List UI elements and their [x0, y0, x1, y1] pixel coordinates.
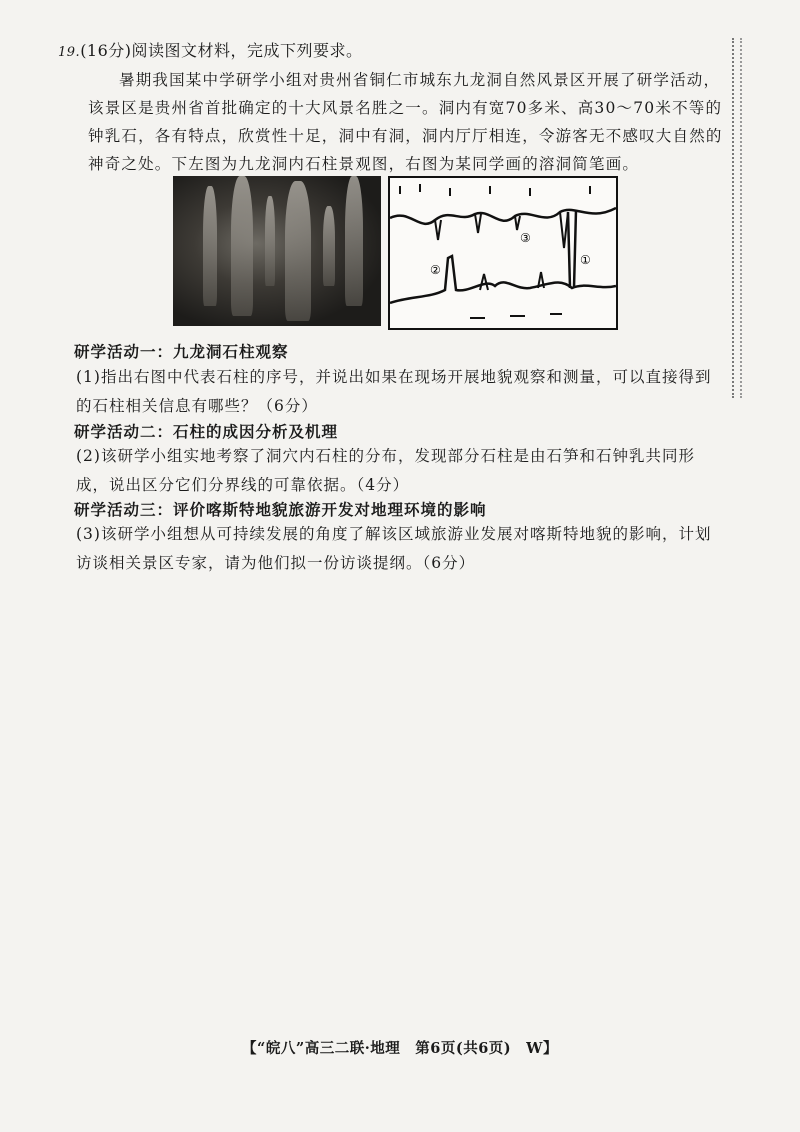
question-header-text: (16分)阅读图文材料，完成下列要求。 — [80, 41, 363, 60]
page-footer: 【“皖八”高三二联·地理 第6页(共6页) W】 — [242, 1040, 558, 1057]
activity-1-heading: 研学活动一：九龙洞石柱观察 — [74, 342, 289, 361]
question-number: 19. — [58, 45, 81, 60]
label-1: ① — [580, 253, 591, 267]
cave-sketch — [388, 176, 618, 330]
label-3: ③ — [520, 231, 531, 245]
activity-2-heading: 研学活动二：石柱的成因分析及机理 — [74, 422, 339, 441]
material-paragraph: 暑期我国某中学研学小组对贵州省铜仁市城东九龙洞自然风景区开展了研学活动，该景区是贵州省首批确定的十大风景名胜之一。洞内有宽70多米、高30～70米不等的钟乳石，各有特点，欣赏性十足，洞中有洞，洞内厅厅相连，令游客无不感叹大自然的神奇之处。下左图为九龙洞内石柱景观图，右图为某同学画的溶洞简笔画。 — [88, 71, 723, 173]
binding-margin — [732, 38, 742, 398]
cave-sketch-svg — [390, 178, 616, 328]
sub-question-2: (2)该研学小组实地考察了洞穴内石柱的分布，发现部分石柱是由石笋和石钟乳共同形成，说出区分它们分界线的可靠依据。（4分） — [76, 447, 695, 494]
sub-question-1: (1)指出右图中代表石柱的序号，并说出如果在现场开展地貌观察和测量，可以直接得到的石柱相关信息有哪些？（6分） — [76, 368, 712, 415]
sub-question-3: (3)该研学小组想从可持续发展的角度了解该区域旅游业发展对喀斯特地貌的影响，计划访谈相关景区专家，请为他们拟一份访谈提纲。（6分） — [76, 525, 712, 572]
activity-3-heading: 研学活动三：评价喀斯特地貌旅游开发对地理环境的影响 — [74, 500, 487, 519]
cave-photo — [173, 176, 381, 326]
label-2: ② — [430, 263, 441, 277]
question-header — [58, 38, 363, 61]
